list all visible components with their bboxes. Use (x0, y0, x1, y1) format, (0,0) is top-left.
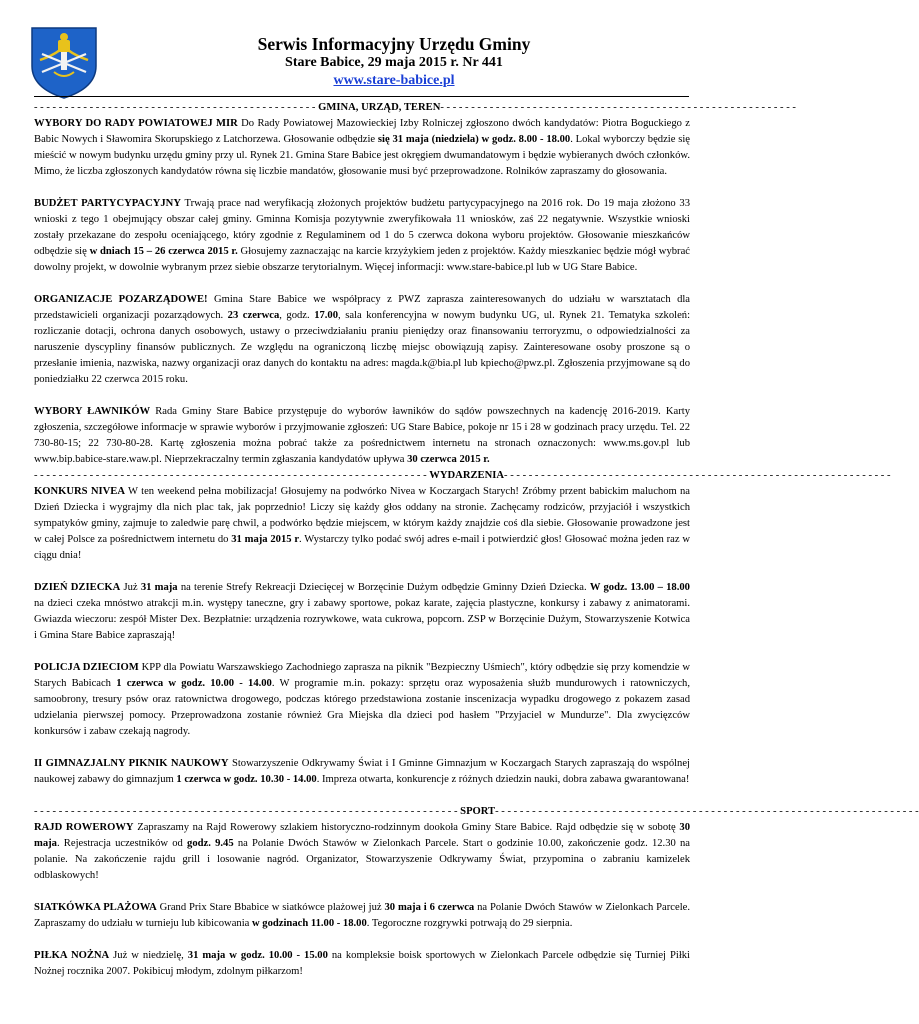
article-dzien-dziecka: DZIEŃ DZIECKA Już 31 maja na terenie Strefy Rekreacji Dziecięcej w Borzęcinie Dużym odbędzie Gminny Dzień Dziecka. W godz. 13.00 – 18.00 na dzieci czeka mnóstwo atrakcji m.in. występy taneczne, gry i zabawy sportowe, pokaz karate, zajęcia plastyczne, konkursy i zabawy z animatorami. Gwiazda wieczoru: zespół Mister Dex. Bezpłatnie: urządzenia rozrywkowe, wata cukrowa, popcorn. ZSP w Borzęcinie Dużym, Stowarzyszenie Kotwica i Gmina Stare Babice zapraszają! (34, 582, 690, 641)
article-heading: SIATKÓWKA PLAŻOWA (34, 902, 157, 913)
issue-info: Stare Babice, 29 maja 2015 r. Nr 441 (285, 55, 503, 70)
article-rajd: RAJD ROWEROWY Zapraszamy na Rajd Rowerowy szlakiem historyczno-rodzinnym dookoła Gminy Stare Babice. Rajd odbędzie się w sobotę 30 maja. Rejestracja uczestników od godz. 9.45 na Polanie Dwóch Stawów w Zielonkach Parcele. Start o godzinie 10.00, zakończenie godz. 12.30 na polanie. Na zakończenie rajdu grill i losowanie nagród. Organizator, Stowarzyszenie Odkrywamy Świat, przypomina o zabraniu kamizelek odblaskowych! (34, 822, 691, 881)
article-lawnicy: WYBORY ŁAWNIKÓW Rada Gminy Stare Babice przystępuje do wyborów ławników do sądów powszechnych na kadencję 2016-2019. Karty zgłoszenia, szczegółowe informacje w sprawie wyborów i przyjmowanie zgłoszeń: UG Stare Babice, pokoje nr 15 i 28 w godzinach pracy urzędu. Tel. 22 730-80-15; 22 730-80-28. Kartę zgłoszenia można pobrać także za pośrednictwem internetu na stronach oznaczonych: www.ms.gov.pl lub www.bip.babice-stare.waw.pl. Nieprzekraczalny termin zgłaszania kandydatów upływa 30 czerwca 2015 r. (34, 406, 690, 465)
article-organizacje: ORGANIZACJE POZARZĄDOWE! Gmina Stare Babice we współpracy z PWZ zaprasza zainteresowanych do udziału w warsztatach dla przedstawicieli organizacji pozarządowych. 23 czerwca, godz. 17.00, sala konferencyjna w nowym budynku UG, ul. Rynek 21. Tematyka szkoleń: rozliczanie dotacji, ochrona danych osobowych, ustawy o przeciwdziałaniu praniu pieniędzy oraz finansowaniu terroryzmu, o odpowiedzialności za naruszenie dyscypliny finansów publicznych. Ze względu na ograniczoną liczbę miejsc obowiązują zapisy. Zainteresowane osoby proszone są o przesłanie imienia, nazwiska, nazwy organizacji oraz danych do kontaktu na adres: magda.k@bia.pl lub kpiecho@pwz.pl. Zgłoszenia przyjmowane są do poniedziałku 22 czerwca 2015 roku. (34, 294, 691, 385)
section-header-wydarzenia: - - - - - - - - - - - - - - - - - - - - - - - - - - - - - - - - - - - - - - - - - - - - - - - - - - - - - - - - - - - - - - - - WYDARZENIA- - - - - - - - - - - - - - - - - - - - - - - - - - - - - - - - - - - - - - - - - - - - - - - - - - - - - - - - - - - - - - - (34, 470, 891, 481)
article-wybory-rady: WYBORY DO RADY POWIATOWEJ MIR Do Rady Powiatowej Mazowieckiej Izby Rolniczej zgłoszono dwóch kandydatów: Piotra Boguckiego z Babic Nowych i Sławomira Skorupskiego z Latchorzewa. Głosowanie odbędzie się 31 maja (niedziela) w godz. 8.00 - 18.00. Lokal wyborczy będzie się mieścić w nowym budynku urzędu gminy przy ul. Rynek 21. Gmina Stare Babice jest okręgiem dwumandatowym i będzie wybieranych dwóch członków. Mimo, że liczba zgłoszonych kandydatów równa się liczbie mandatów, głosowanie musi być przeprowadzone. Rolników zapraszamy do głosowania. (34, 118, 691, 177)
article-heading: BUDŻET PARTYCYPACYJNY (34, 198, 181, 209)
article-nivea: KONKURS NIVEA W ten weekend pełna mobilizacja! Głosujemy na podwórko Nivea w Koczargach Starych! Zróbmy przent babickim maluchom na Dzień Dziecka i wygrajmy dla nich plac tak, jak poprzednio! Liczy się każdy głos oddany na stronie. Zachęcamy rodziców, przyjaciół i wszystkich sympatyków gminy, zajmuje to zaledwie parę chwil, a podwórko będzie miejscem, w którym każdy znajdzie coś dla siebie. Głosowanie prowadzone jest w całej Polsce za pośrednictwem internetu do 31 maja 2015 r. Wystarczy tylko podać swój adres e-mail i potwierdzić głos! Głosować można jeden raz w ciągu dnia! (34, 486, 691, 561)
section-header-gmina: - - - - - - - - - - - - - - - - - - - - - - - - - - - - - - - - - - - - - - - - - - - - - - GMINA, URZĄD, TEREN- - - - - - - - - - - - - - - - - - - - - - - - - - - - - - - - - - - - - - - - - - - - - - - - - - - - - - - - - - (34, 102, 796, 113)
article-heading: ORGANIZACJE POZARZĄDOWE! (34, 294, 208, 305)
section-header-sport: - - - - - - - - - - - - - - - - - - - - - - - - - - - - - - - - - - - - - - - - - - - - - - - - - - - - - - - - - - - - - - - - - - - - - SPORT- - - - - - - - - - - - - - - - - - - - - - - - - - - - - - - - - - - - - - - - - - - - - - - - - - - - - - - - - - - - - - - - - - - - - (34, 806, 919, 817)
page-title: Serwis Informacyjny Urzędu Gminy (257, 34, 531, 54)
article-siatkowka: SIATKÓWKA PLAŻOWA Grand Prix Stare Bbabice w siatkówce plażowej już 30 maja i 6 czerwca na Polanie Dwóch Stawów w Zielonkach Parcele. Zapraszamy do udziału w turnieju lub kibicowania w godzinach 11.00 - 18.00. Tegoroczne rozgrywki potrwają do 29 sierpnia. (34, 902, 690, 929)
website-link[interactable]: www.stare-babice.pl (333, 73, 455, 88)
newsletter-body (34, 100, 919, 980)
header-divider (34, 96, 689, 97)
article-piknik: II GIMNAZJALNY PIKNIK NAUKOWY Stowarzyszenie Odkrywamy Świat i I Gminne Gimnazjum w Koczargach Starych zapraszają do wspólnej naukowej zabawy do gimnazjum 1 czerwca w godz. 10.30 - 14.00. Impreza otwarta, konkurencje z różnych dziedzin nauki, dobra zabawa gwarantowana! (34, 758, 690, 785)
article-heading: II GIMNAZJALNY PIKNIK NAUKOWY (34, 758, 229, 769)
article-heading: KONKURS NIVEA (34, 486, 125, 497)
header (200, 34, 588, 90)
article-heading: PIŁKA NOŻNA (34, 950, 110, 961)
article-heading: POLICJA DZIECIOM (34, 662, 139, 673)
article-heading: WYBORY DO RADY POWIATOWEJ MIR (34, 118, 238, 129)
article-policja: POLICJA DZIECIOM KPP dla Powiatu Warszawskiego Zachodniego zaprasza na piknik "Bezpieczny Uśmiech", który odbędzie się przy komendzie w Starych Babicach 1 czerwca w godz. 10.00 - 14.00. W programie m.in. pokazy: sprzętu oraz wyposażenia służb mundurowych i ratowniczych, samoobrony, tresury psów oraz ratownictwa drogowego, podczas którego przedstawiona zostanie inscenizacja wypadku drogowego z pokazem zasad udzielania pierwszej pomocy. Przeprowadzona zostanie również Gra Miejska dla dzieci pod hasłem "Przyjaciel w Mundurze". Dla zwycięzców konkursów i zabaw czekają nagrody. (34, 662, 691, 737)
coat-of-arms-icon (30, 26, 98, 100)
article-heading: DZIEŃ DZIECKA (34, 582, 121, 593)
article-heading: WYBORY ŁAWNIKÓW (34, 406, 151, 417)
article-pilka: PIŁKA NOŻNA Już w niedzielę, 31 maja w godz. 10.00 - 15.00 na kompleksie boisk sportowych w Zielonkach Parcele odbędzie się Turniej Piłki Nożnej rocznika 2007. Pokibicuj młodym, zdolnym piłkarzom! (34, 950, 690, 977)
article-budzet: BUDŻET PARTYCYPACYJNY Trwają prace nad weryfikacją złożonych projektów budżetu partycypacyjnego na 2016 rok. Do 19 maja złożono 33 wnioski z tego 1 obejmujący obszar całej gminy. Gminna Komisja pozytywnie zweryfikowała 11 wniosków, zaś 22 negatywnie. Wszystkie wnioski zostały przekazane do zespołu oceniającego, który zgodnie z Regulaminem od 1 do 5 czerwca dokona wyboru projektów. Głosowanie mieszkańców odbędzie się w dniach 15 – 26 czerwca 2015 r. Głosujemy zaznaczając na karcie krzyżykiem jeden z projektów. Każdy mieszkaniec będzie mógł wybrać dowolny projekt, w dowolnie wybranym przez siebie obszarze terytorialnym. Więcej informacji: www.stare-babice.pl lub w UG Stare Babice. (34, 198, 690, 273)
article-heading: RAJD ROWEROWY (34, 822, 134, 833)
